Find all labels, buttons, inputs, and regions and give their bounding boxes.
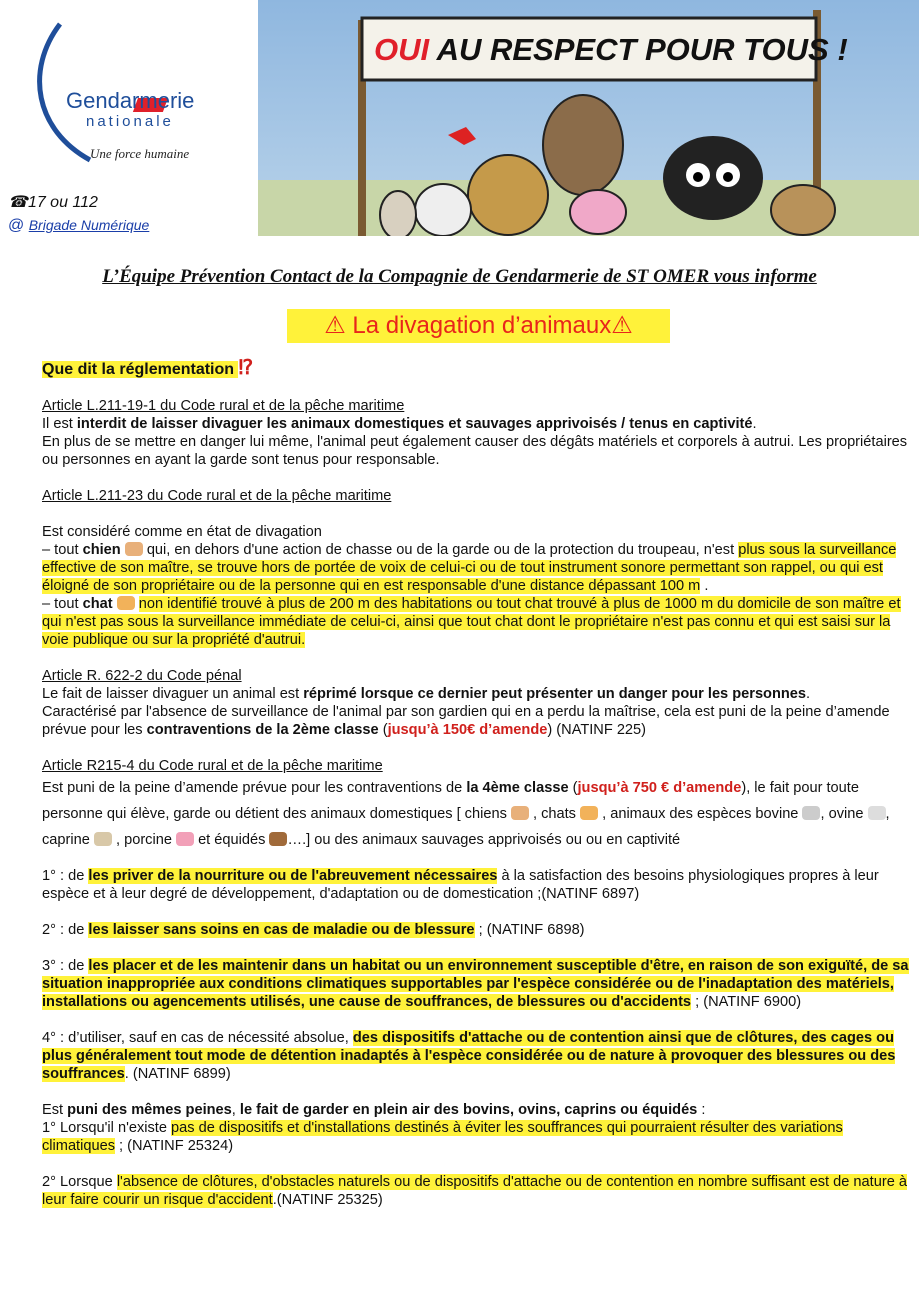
list-item: 1° Lorsqu'il n'existe pas de dispositifs et d'installations destinés à éviter les souffrances qui pourraient résulter des variations climatiques ; (NATINF 25324) <box>42 1120 843 1154</box>
cat-face-icon <box>580 806 598 820</box>
paragraph: Il est interdit de laisser divaguer les animaux domestiques et sauvages apprivoisés / tenus en captivité. <box>42 416 757 432</box>
paragraph: Est puni des mêmes peines, le fait de garder en plein air des bovins, ovins, caprins ou équidés : <box>42 1102 706 1118</box>
at-icon: @ <box>8 217 25 234</box>
paragraph: Caractérisé par l'absence de surveillance de l'animal par son gardien qui en a perdu la maîtrise, cela est puni de la peine d’amende prévue pour les contraventions de la 2ème classe (jusqu’à 150€ d’amende) (NATINF 225) <box>42 704 890 738</box>
dog-face-icon <box>511 806 529 820</box>
list-item: 1° : de les priver de la nourriture ou de l'abreuvement nécessaires à la satisfaction des besoins physiologiques propres à leur espèce et à leur degré de développement, d'adaptation ou de domestication ;(NATINF 6897) <box>42 868 879 902</box>
page-subtitle: L’Équipe Prévention Contact de la Compagnie de Gendarmerie de ST OMER vous informe <box>102 266 817 287</box>
svg-text:OUI AU RESPECT POUR TOUS ! <box>374 32 848 67</box>
article-heading: Article L.211-23 du Code rural et de la pêche maritime <box>42 488 392 504</box>
logo-name: Gendarmerie <box>66 88 195 113</box>
telephone-icon: ☎ <box>8 194 28 211</box>
paragraph: Est considéré comme en état de divagation <box>42 524 322 540</box>
phone-number: 17 ou 112 <box>27 194 98 211</box>
paragraph: – tout chat non identifié trouvé à plus de 200 m des habitations ou tout chat trouvé à plus de 1000 m du domicile de son maître et qui n'est pas sous la surveillance immédiate de celui-ci, ainsi que tout chat dont le propriétaire n'est pas connu et qui est saisi sur la voie publique ou sur la propriété d'autrui. <box>42 596 901 648</box>
cat-face-icon <box>117 596 135 610</box>
document-body <box>42 355 914 1209</box>
goat-icon <box>94 832 112 846</box>
logo-motto: Une force humaine <box>90 146 190 161</box>
article-heading: Article R. 622-2 du Code pénal <box>42 668 242 684</box>
cow-icon <box>802 806 820 820</box>
interrobang-icon: ⁉ <box>238 357 254 379</box>
list-item: 3° : de les placer et de les maintenir dans un habitat ou un environnement susceptible d'être, en raison de son exiguïté, de sa situation inappropriée aux conditions climatiques supportables par l'espèce considérée ou de l'inadaptation des matériels, installations ou agencements utilisés, une cause de souffrances, de blessures ou d'accidents ; (NATINF 6900) <box>42 958 909 1010</box>
gendarmerie-logo <box>30 10 214 175</box>
horse-icon <box>269 832 287 846</box>
contact-block <box>8 192 149 237</box>
section-title: Que dit la réglementation <box>42 361 239 378</box>
banner-illustration <box>258 0 919 236</box>
paragraph: – tout chien qui, en dehors d'une action de chasse ou de la garde ou de la protection du troupeau, n'est plus sous la surveillance effective de son maître, se trouve hors de portée de voix de celui-ci ou de tout instrument sonore permettant son rappel, ou qui est éloigné de son propriétaire ou de la personne qui en est responsable d'une distance dépassant 100 m . <box>42 542 897 594</box>
list-item: 2° Lorsque l'absence de clôtures, d'obstacles naturels ou de dispositifs d'attache ou de contention en nombre suffisant est de nature à leur faire courir un risque d'accident.(NATINF 25325) <box>42 1174 907 1208</box>
paragraph: Est puni de la peine d’amende prévue pour les contraventions de la 4ème classe (jusqu’à 750 € d’amende), le fait pour toute personne qui élève, garde ou détient des animaux domestiques [ chiens , chats , animaux des espèces bovine , ovine , caprine , porcine et équidés ….] ou des animaux sauvages apprivoisés ou ou en captivité <box>42 780 890 848</box>
banner-slogan: AU RESPECT POUR TOUS ! <box>429 32 848 67</box>
article-heading: Article L.211-19-1 du Code rural et de la pêche maritime <box>42 398 405 414</box>
dog-face-icon <box>125 542 143 556</box>
list-item: 2° : de les laisser sans soins en cas de maladie ou de blessure ; (NATINF 6898) <box>42 922 585 938</box>
list-item: 4° : d’utiliser, sauf en cas de nécessité absolue, des dispositifs d'attache ou de contention ainsi que de clôtures, des cages ou plus généralement tout mode de détention inadaptés à l'espèce considérée ou de nature à provoquer des blessures ou des souffrances. (NATINF 6899) <box>42 1030 896 1082</box>
pig-face-icon <box>176 832 194 846</box>
brigade-numerique-link[interactable]: Brigade Numérique <box>28 217 150 233</box>
logo-subname: nationale <box>86 113 174 130</box>
article-heading: Article R215-4 du Code rural et de la pêche maritime <box>42 758 383 774</box>
sheep-icon <box>868 806 886 820</box>
banner-slogan-red: OUI <box>374 32 430 67</box>
page-title: ⚠ La divagation d’animaux⚠ <box>287 309 670 343</box>
paragraph: Le fait de laisser divaguer un animal est réprimé lorsque ce dernier peut présenter un danger pour les personnes. <box>42 686 811 702</box>
paragraph: En plus de se mettre en danger lui même, l'animal peut également causer des dégâts matériels et corporels à autrui. Les propriétaires ou personnes en ayant la garde sont tenus pour responsable. <box>42 434 908 468</box>
